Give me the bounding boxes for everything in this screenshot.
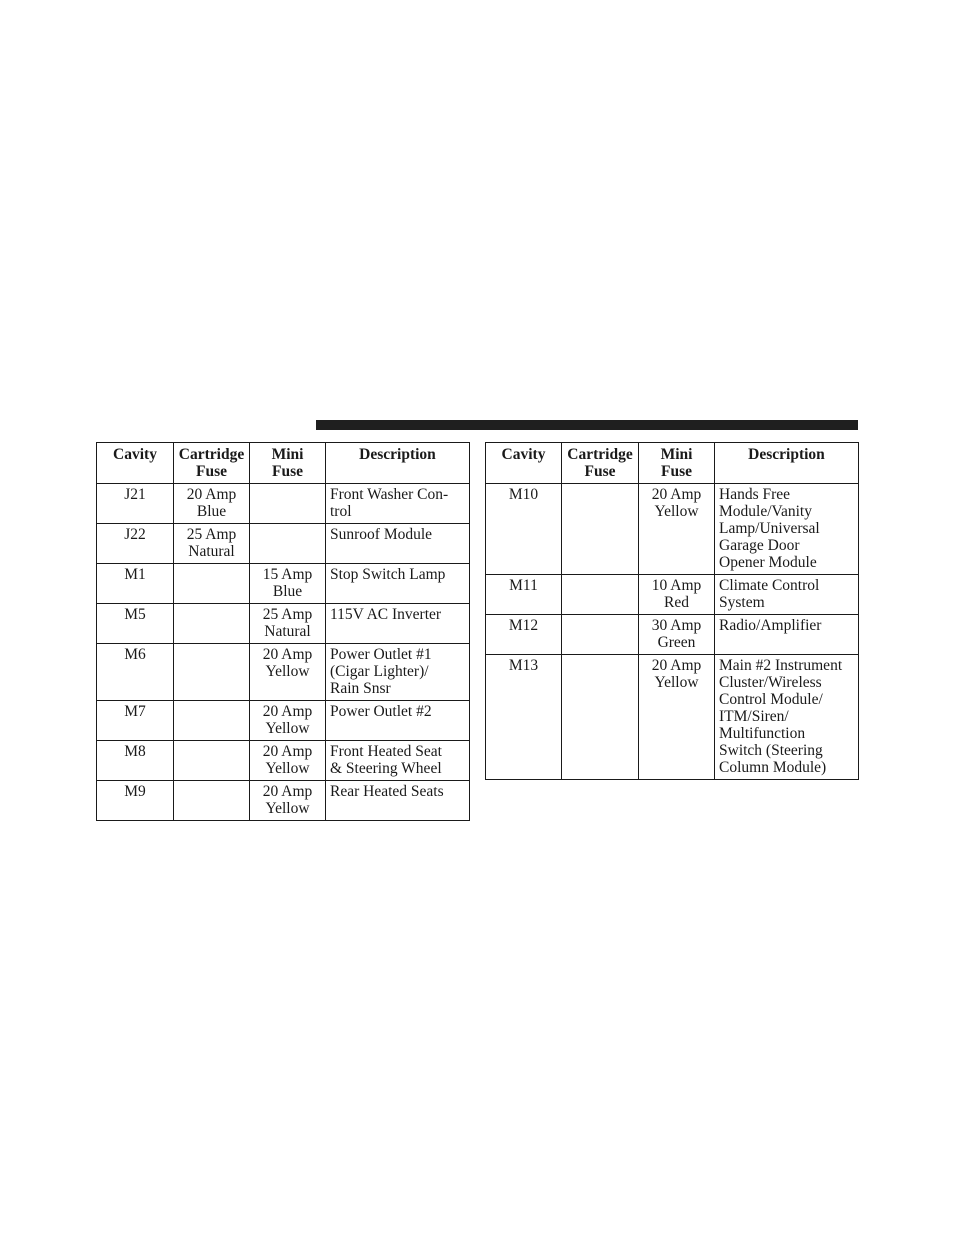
cell-description — [715, 575, 859, 615]
cell-description-line: Switch (Steering — [719, 742, 823, 759]
cell-description-line: Hands Free — [719, 486, 791, 503]
cell-mini-fuse-line: 25 Amp — [262, 606, 313, 623]
header-description: Description — [326, 443, 470, 484]
cell-description-line: Front Washer Con- — [330, 486, 449, 503]
cell-mini-fuse-line: 30 Amp — [651, 617, 702, 634]
cell-cavity — [97, 781, 174, 821]
cell-description-line: trol — [330, 503, 352, 520]
cell-mini-fuse-line: 20 Amp — [262, 783, 313, 800]
cell-description — [715, 484, 859, 575]
table-header-row — [486, 443, 859, 484]
cell-mini-fuse-line: Natural — [264, 623, 311, 640]
cell-cartridge-fuse — [174, 644, 250, 701]
table-row — [97, 781, 470, 821]
cell-cavity-text: M8 — [124, 743, 146, 760]
cell-cavity — [97, 484, 174, 524]
table-header-row — [97, 443, 470, 484]
cell-cavity-text: M10 — [508, 486, 539, 503]
cell-description-line: Control Module/ — [719, 691, 823, 708]
cell-cartridge-fuse-line: 20 Amp — [186, 486, 237, 503]
cell-description — [326, 741, 470, 781]
cell-cavity-text: M9 — [124, 783, 146, 800]
cell-cavity — [486, 484, 562, 575]
cell-description — [715, 615, 859, 655]
cell-description-line: Cluster/Wireless — [719, 674, 822, 691]
cell-cavity-text: M1 — [124, 566, 146, 583]
cell-description-line: Climate Control — [719, 577, 820, 594]
cell-cartridge-fuse — [174, 604, 250, 644]
cell-description — [326, 604, 470, 644]
cell-mini-fuse-line: 20 Amp — [262, 646, 313, 663]
cell-cavity — [486, 655, 562, 780]
cell-description — [326, 781, 470, 821]
header-cavity: Cavity — [486, 443, 562, 484]
cell-cavity — [97, 604, 174, 644]
table-row — [97, 741, 470, 781]
cell-cartridge-fuse-line: 25 Amp — [186, 526, 237, 543]
cell-mini-fuse-line: Blue — [272, 583, 303, 600]
table-row — [486, 484, 859, 575]
cell-description-line: Sunroof Module — [330, 526, 433, 543]
cell-mini-fuse-line: Red — [664, 594, 689, 611]
cell-description-line: Power Outlet #2 — [330, 703, 432, 720]
cell-description-line: ITM/Siren/ — [719, 708, 789, 725]
cell-description-line: Column Module) — [719, 759, 827, 776]
cell-mini-fuse — [250, 564, 326, 604]
cell-cartridge-fuse — [174, 524, 250, 564]
cell-mini-fuse — [250, 524, 326, 564]
cell-mini-fuse — [250, 644, 326, 701]
cell-description — [715, 655, 859, 780]
cell-mini-fuse-line: 15 Amp — [262, 566, 313, 583]
cell-mini-fuse — [639, 655, 715, 780]
cell-cavity-text: M12 — [508, 617, 539, 634]
cell-description-line: System — [719, 594, 765, 611]
header-mini-fuse: Mini Fuse — [250, 443, 326, 484]
cell-description-line: Rear Heated Seats — [330, 783, 444, 800]
header-cartridge-fuse: Cartridge Fuse — [174, 443, 250, 484]
cell-cartridge-fuse — [562, 484, 639, 575]
cell-mini-fuse-line: Yellow — [654, 674, 699, 691]
section-header-bar — [316, 420, 858, 430]
cell-mini-fuse-line: 20 Amp — [651, 486, 702, 503]
cell-cartridge-fuse — [562, 575, 639, 615]
cell-description — [326, 524, 470, 564]
cell-cartridge-fuse — [174, 741, 250, 781]
table-row — [97, 604, 470, 644]
cell-description-line: Multifunction — [719, 725, 806, 742]
cell-cavity — [97, 644, 174, 701]
cell-mini-fuse-line: 10 Amp — [651, 577, 702, 594]
cell-cartridge-fuse — [174, 564, 250, 604]
cell-mini-fuse — [639, 615, 715, 655]
cell-mini-fuse-line: Yellow — [654, 503, 699, 520]
cell-description-line: Power Outlet #1 — [330, 646, 432, 663]
cell-cavity-text: M11 — [509, 577, 538, 594]
cell-cavity-text: M5 — [124, 606, 146, 623]
cell-mini-fuse-line: Yellow — [265, 663, 310, 680]
cell-cartridge-fuse-line: Blue — [196, 503, 227, 520]
cell-cavity — [486, 615, 562, 655]
table-row — [97, 701, 470, 741]
cell-description-line: Stop Switch Lamp — [330, 566, 446, 583]
cell-mini-fuse — [639, 575, 715, 615]
fuse-table-left — [96, 442, 470, 821]
cell-cavity-text: J21 — [124, 486, 146, 503]
cell-description-line: (Cigar Lighter)/ — [330, 663, 429, 680]
cell-description-line: Rain Snsr — [330, 680, 391, 697]
cell-description — [326, 701, 470, 741]
header-mini-fuse: Mini Fuse — [639, 443, 715, 484]
cell-mini-fuse-line: Yellow — [265, 720, 310, 737]
table-row — [97, 644, 470, 701]
cell-cartridge-fuse — [174, 701, 250, 741]
cell-cavity — [97, 524, 174, 564]
table-row — [97, 564, 470, 604]
cell-mini-fuse-line: Green — [657, 634, 696, 651]
cell-cavity-text: M6 — [124, 646, 146, 663]
cell-cavity-text: M13 — [508, 657, 539, 674]
cell-cartridge-fuse — [174, 484, 250, 524]
cell-mini-fuse — [250, 604, 326, 644]
cell-mini-fuse-line: 20 Amp — [262, 743, 313, 760]
fuse-table-right — [485, 442, 859, 780]
cell-description — [326, 644, 470, 701]
cell-mini-fuse — [250, 484, 326, 524]
cell-description-line: Module/Vanity — [719, 503, 812, 520]
cell-description — [326, 484, 470, 524]
cell-mini-fuse — [250, 701, 326, 741]
cell-cartridge-fuse-line: Natural — [188, 543, 235, 560]
cell-cavity — [97, 564, 174, 604]
table-row — [486, 615, 859, 655]
table-row — [97, 524, 470, 564]
cell-description-line: Opener Module — [719, 554, 817, 571]
cell-description-line: & Steering Wheel — [330, 760, 442, 777]
cell-cartridge-fuse — [562, 615, 639, 655]
header-description: Description — [715, 443, 859, 484]
table-row — [486, 575, 859, 615]
cell-cartridge-fuse — [562, 655, 639, 780]
cell-description — [326, 564, 470, 604]
cell-mini-fuse-line: Yellow — [265, 760, 310, 777]
header-cartridge-fuse: Cartridge Fuse — [562, 443, 639, 484]
cell-description-line: Radio/Amplifier — [719, 617, 822, 634]
cell-cavity — [486, 575, 562, 615]
cell-cavity — [97, 741, 174, 781]
table-row — [486, 655, 859, 780]
cell-description-line: Lamp/Universal — [719, 520, 820, 537]
cell-mini-fuse-line: 20 Amp — [262, 703, 313, 720]
cell-mini-fuse-line: Yellow — [265, 800, 310, 817]
cell-description-line: 115V AC Inverter — [330, 606, 442, 623]
cell-cavity-text: J22 — [124, 526, 146, 543]
header-cavity: Cavity — [97, 443, 174, 484]
cell-mini-fuse — [639, 484, 715, 575]
cell-cavity — [97, 701, 174, 741]
cell-cavity-text: M7 — [124, 703, 146, 720]
cell-description-line: Garage Door — [719, 537, 800, 554]
cell-mini-fuse — [250, 781, 326, 821]
cell-description-line: Front Heated Seat — [330, 743, 442, 760]
cell-mini-fuse-line: 20 Amp — [651, 657, 702, 674]
cell-description-line: Main #2 Instrument — [719, 657, 843, 674]
table-row — [97, 484, 470, 524]
cell-mini-fuse — [250, 741, 326, 781]
cell-cartridge-fuse — [174, 781, 250, 821]
